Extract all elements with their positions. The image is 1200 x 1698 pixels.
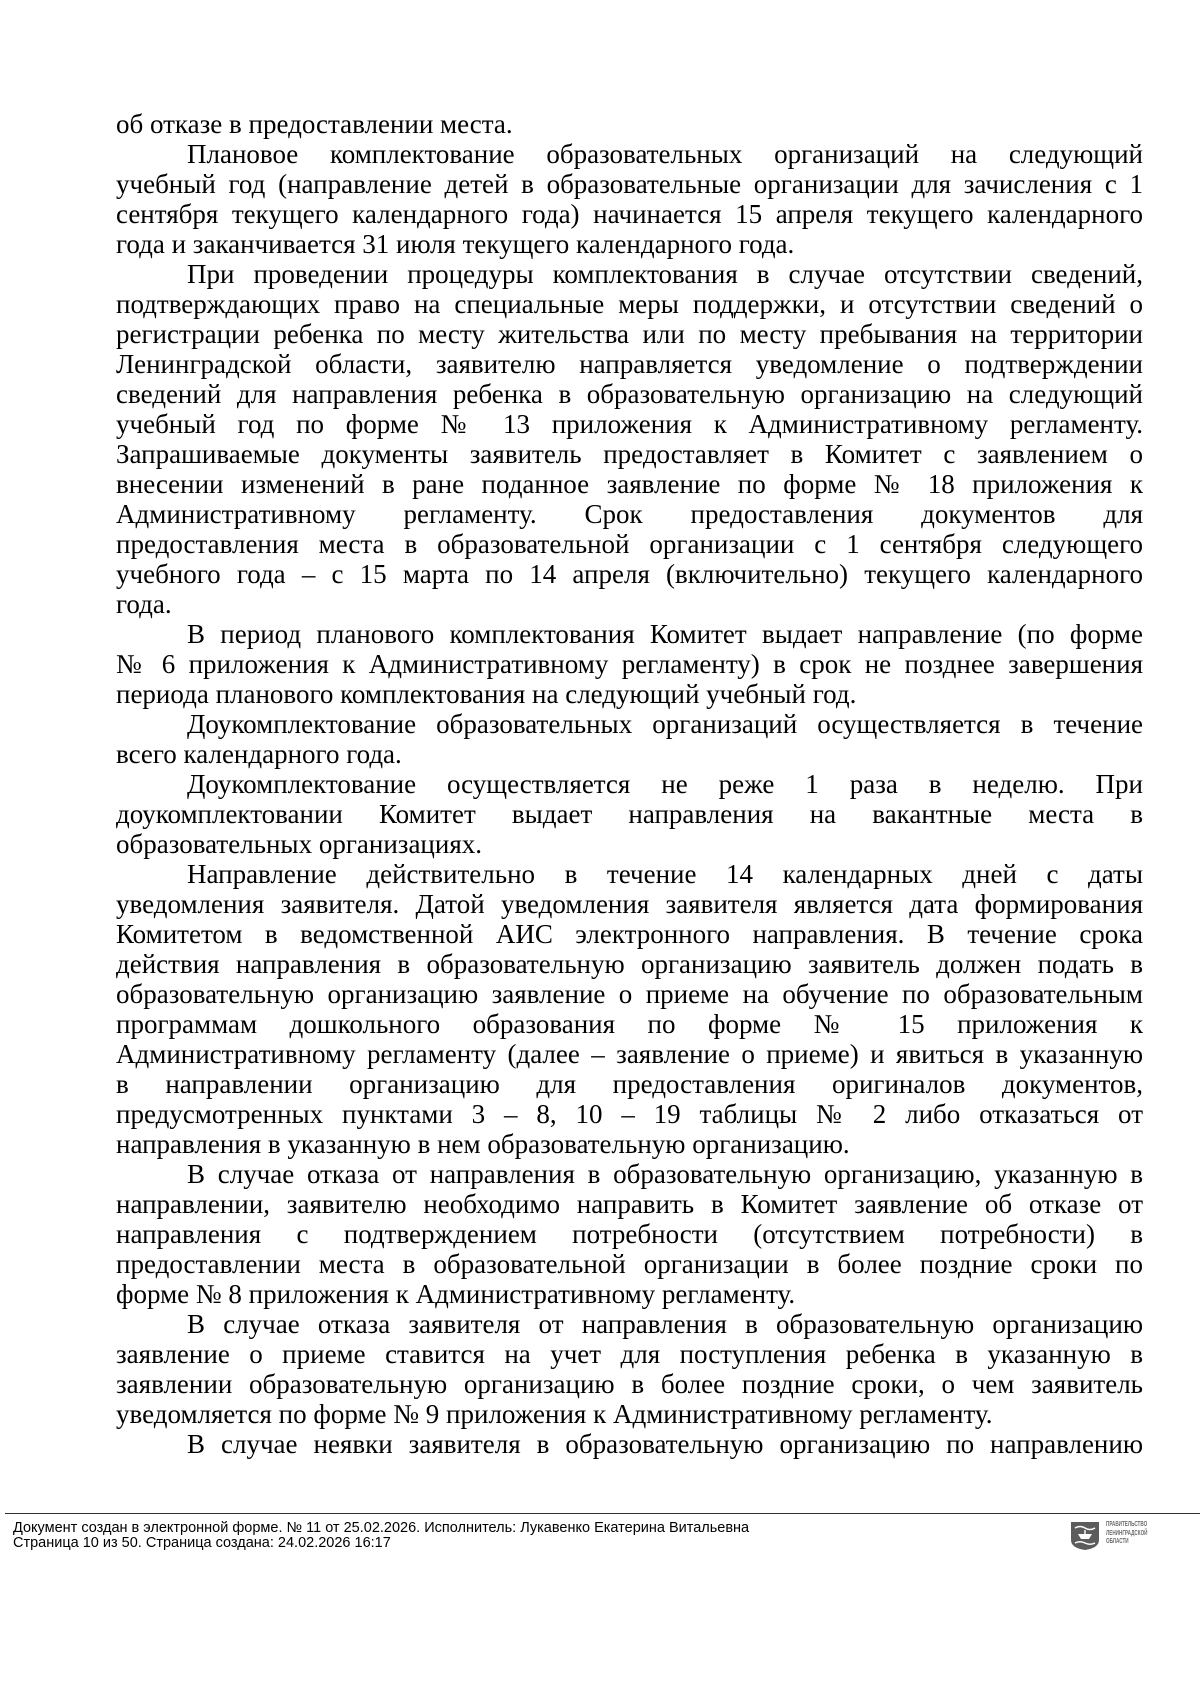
paragraph [116, 109, 1143, 139]
paragraph [116, 859, 1143, 1159]
text-line: В случае отказа от направления в образовательную организацию, указанную в [187, 1159, 1143, 1189]
text-line: Запрашиваемые документы заявитель предоставляет в Комитет с заявлением о [116, 439, 1143, 469]
text-line: Ленинградской области, заявителю направляется уведомление о подтверждении [116, 349, 1143, 379]
logo-text-line: ОБЛАСТИ [1106, 1538, 1129, 1545]
text-line: сведений для направления ребенка в образовательную организацию на следующий [116, 379, 1143, 409]
paragraph [116, 619, 1143, 709]
paragraph [116, 259, 1143, 619]
text-line: Плановое комплектование образовательных организаций на следующий [187, 139, 1143, 169]
logo-text-line: ПРАВИТЕЛЬСТВО [1106, 1521, 1148, 1528]
logo-text-line: ЛЕНИНГРАДСКОЙ [1106, 1529, 1148, 1537]
logo-text [1106, 1521, 1147, 1547]
text-line: сентября текущего календарного года) начинается 15 апреля текущего календарного [116, 199, 1143, 229]
text-line: подтверждающих право на специальные меры поддержки, и отсутствии сведений о [116, 289, 1143, 319]
text-line: программам дошкольного образования по форме № 15 приложения к [116, 1009, 1143, 1039]
text-line: предусмотренных пунктами 3 – 8, 10 – 19 таблицы № 2 либо отказаться от [116, 1099, 1143, 1129]
coat-of-arms-icon [1069, 1520, 1101, 1551]
text-line: предоставлении места в образовательной организации в более поздние сроки по [116, 1249, 1143, 1279]
text-line: Направление действительно в течение 14 календарных дней с даты [187, 859, 1143, 889]
text-line: в направлении организацию для предоставления оригиналов документов, [116, 1069, 1143, 1099]
text-line: учебный год (направление детей в образовательные организации для зачисления с 1 [116, 169, 1143, 199]
text-line: периода планового комплектования на следующий учебный год. [116, 679, 857, 709]
paragraph [116, 1429, 1143, 1459]
text-line: форме № 8 приложения к Административному регламенту. [116, 1279, 796, 1309]
text-line: При проведении процедуры комплектования в случае отсутствии сведений, [187, 259, 1143, 289]
text-line: Доукомплектование осуществляется не реже 1 раза в неделю. При [187, 769, 1143, 799]
text-line: Комитетом в ведомственной АИС электронного направления. В течение срока [116, 919, 1143, 949]
text-line: Административному регламенту (далее – заявление о приеме) и явиться в указанную [116, 1039, 1143, 1069]
text-line: В случае неявки заявителя в образовательную организацию по направлению [187, 1429, 1143, 1459]
text-line: направлении, заявителю необходимо направить в Комитет заявление об отказе от [116, 1189, 1143, 1219]
text-line: действия направления в образовательную организацию заявитель должен подать в [116, 949, 1143, 979]
footer-rule [5, 1513, 1200, 1514]
text-line: уведомления заявителя. Датой уведомления заявителя является дата формирования [116, 889, 1143, 919]
text-line: № 6 приложения к Административному регламенту) в срок не позднее завершения [116, 649, 1143, 679]
text-line: заявлении образовательную организацию в более поздние сроки, о чем заявитель [116, 1369, 1143, 1399]
text-line: внесении изменений в ране поданное заявление по форме № 18 приложения к [116, 469, 1143, 499]
text-line: образовательную организацию заявление о приеме на обучение по образовательным [116, 979, 1143, 1009]
text-line: образовательных организациях. [116, 829, 482, 859]
footer-page-info: Страница 10 из 50. Страница создана: 24.02.2026 16:17 [13, 1535, 391, 1551]
paragraph [116, 139, 1143, 259]
text-line: учебный год по форме № 13 приложения к Административному регламенту. [116, 409, 1143, 439]
text-line: регистрации ребенка по месту жительства или по месту пребывания на территории [116, 319, 1143, 349]
paragraph [116, 769, 1143, 859]
text-line: В случае отказа заявителя от направления в образовательную организацию [187, 1309, 1143, 1339]
paragraph [116, 1309, 1143, 1429]
text-line: заявление о приеме ставится на учет для поступления ребенка в указанную в [116, 1339, 1143, 1369]
text-line: Доукомплектование образовательных организаций осуществляется в течение [187, 709, 1143, 739]
text-line: уведомляется по форме № 9 приложения к Административному регламенту. [116, 1399, 993, 1429]
paragraph [116, 1159, 1143, 1309]
logo [1069, 1520, 1169, 1552]
text-line: доукомплектовании Комитет выдает направления на вакантные места в [116, 799, 1143, 829]
text-line: года. [116, 589, 172, 619]
text-line: направления в указанную в нем образовательную организацию. [116, 1129, 850, 1159]
text-line: Административному регламенту. Срок предоставления документов для [116, 499, 1143, 529]
text-line: направления с подтверждением потребности (отсутствием потребности) в [116, 1219, 1143, 1249]
paragraph [116, 709, 1143, 769]
text-line: всего календарного года. [116, 739, 402, 769]
text-line: об отказе в предоставлении места. [116, 109, 513, 139]
text-line: учебного года – с 15 марта по 14 апреля (включительно) текущего календарного [116, 559, 1143, 589]
footer-document-info: Документ создан в электронной форме. № 11 от 25.02.2026. Исполнитель: Лукавенко Екатерина Витальевна [13, 1520, 750, 1536]
text-line: предоставления места в образовательной организации с 1 сентября следующего [116, 529, 1143, 559]
text-line: года и заканчивается 31 июля текущего календарного года. [116, 229, 795, 259]
footer [13, 1521, 749, 1551]
text-line: В период планового комплектования Комитет выдает направление (по форме [187, 619, 1143, 649]
document-body [116, 109, 1143, 1459]
